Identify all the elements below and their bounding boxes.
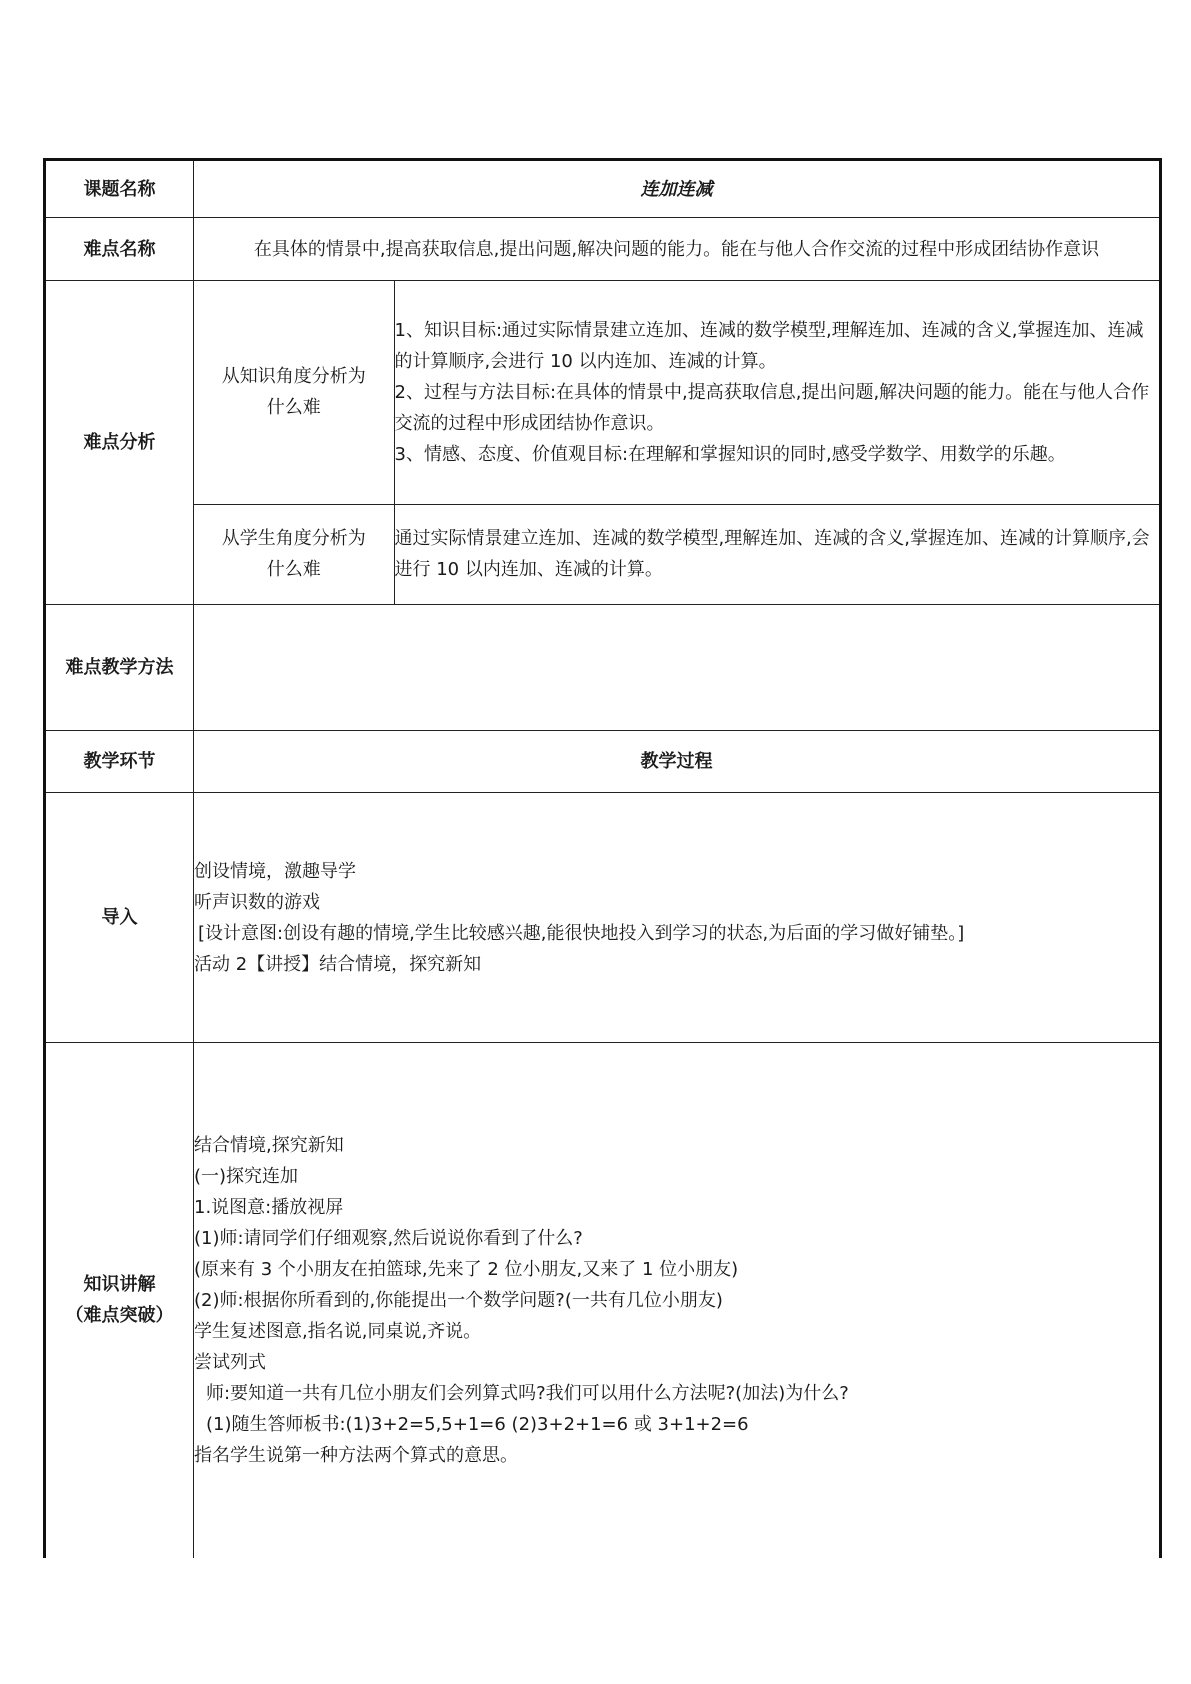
intro-content <box>194 793 1161 1043</box>
process-header: 教学过程 <box>194 731 1161 793</box>
topic-row <box>45 160 1161 218</box>
method-row <box>45 605 1161 731</box>
topic-value: 连加连减 <box>194 160 1161 218</box>
topic-label: 课题名称 <box>45 160 194 218</box>
stage-header: 教学环节 <box>45 731 194 793</box>
knowledge-label-line2: （难点突破） <box>65 1305 174 1327</box>
knowledge-line: (原来有 3 个小朋友在拍篮球,先来了 2 位小朋友,又来了 1 位小朋友) <box>194 1258 739 1280</box>
knowledge-line: 结合情境,探究新知 <box>194 1134 344 1156</box>
intro-line: 创设情境，激趣导学 <box>194 860 356 882</box>
difficulty-label: 难点名称 <box>45 218 194 281</box>
student-analysis-row <box>194 504 1161 604</box>
method-value <box>194 605 1161 731</box>
knowledge-line: (一)探究连加 <box>194 1165 299 1187</box>
analysis-label: 难点分析 <box>45 281 194 605</box>
knowledge-label <box>45 1043 194 1558</box>
knowledge-line: (1)师:请同学们仔细观察,然后说说你看到了什么? <box>194 1227 583 1249</box>
process-header-row <box>45 731 1161 793</box>
student-analysis-text: 通过实际情景建立连加、连减的数学模型,理解连加、连减的含义,掌握连加、连减的计算顺序,会进行 10 以内连加、连减的计算。 <box>394 504 1161 604</box>
knowledge-line: 学生复述图意,指名说,同桌说,齐说。 <box>194 1320 482 1342</box>
method-label: 难点教学方法 <box>45 605 194 731</box>
knowledge-analysis-row <box>194 281 1161 504</box>
student-analysis-label: 从学生角度分析为什么难 <box>194 504 394 604</box>
goal-process: 2、过程与方法目标:在具体的情景中,提高获取信息,提出问题,解决问题的能力。能在与他人合作交流的过程中形成团结协作意识。 <box>394 381 1150 434</box>
knowledge-line: 指名学生说第一种方法两个算式的意思。 <box>194 1444 518 1466</box>
knowledge-line: 尝试列式 <box>194 1351 266 1373</box>
intro-label: 导入 <box>45 793 194 1043</box>
analysis-cell <box>194 281 1161 605</box>
knowledge-goals <box>394 281 1161 504</box>
goal-knowledge: 1、知识目标:通过实际情景建立连加、连减的数学模型,理解连加、连减的含义,掌握连加、连减的计算顺序,会进行 10 以内连加、连减的计算。 <box>394 319 1144 372</box>
difficulty-row <box>45 218 1161 281</box>
knowledge-content <box>194 1043 1161 1558</box>
intro-line: 听声识数的游戏 <box>194 891 320 913</box>
intro-row <box>45 793 1161 1043</box>
goal-emotion: 3、情感、态度、价值观目标:在理解和掌握知识的同时,感受学数学、用数学的乐趣。 <box>394 443 1066 465</box>
knowledge-analysis-label: 从知识角度分析为什么难 <box>194 281 394 504</box>
intro-line: 活动 2【讲授】结合情境，探究新知 <box>194 953 482 975</box>
analysis-row <box>45 281 1161 605</box>
knowledge-label-line1: 知识讲解 <box>83 1274 156 1296</box>
analysis-inner-table <box>194 281 1161 604</box>
knowledge-row <box>45 1043 1161 1558</box>
knowledge-line: (1)随生答师板书:(1)3+2=5,5+1=6 (2)3+2+1=6 或 3+1+2=6 <box>206 1413 749 1435</box>
knowledge-line: 师:要知道一共有几位小朋友们会列算式吗?我们可以用什么方法呢?(加法)为什么? <box>206 1382 849 1404</box>
lesson-plan-table <box>43 158 1162 1558</box>
difficulty-value: 在具体的情景中,提高获取信息,提出问题,解决问题的能力。能在与他人合作交流的过程中形成团结协作意识 <box>194 218 1161 281</box>
knowledge-line: 1.说图意:播放视屏 <box>194 1196 344 1218</box>
intro-line: [设计意图:创设有趣的情境,学生比较感兴趣,能很快地投入到学习的状态,为后面的学习做好铺垫。] <box>198 922 965 944</box>
knowledge-line: (2)师:根据你所看到的,你能提出一个数学问题?(一共有几位小朋友) <box>194 1289 723 1311</box>
